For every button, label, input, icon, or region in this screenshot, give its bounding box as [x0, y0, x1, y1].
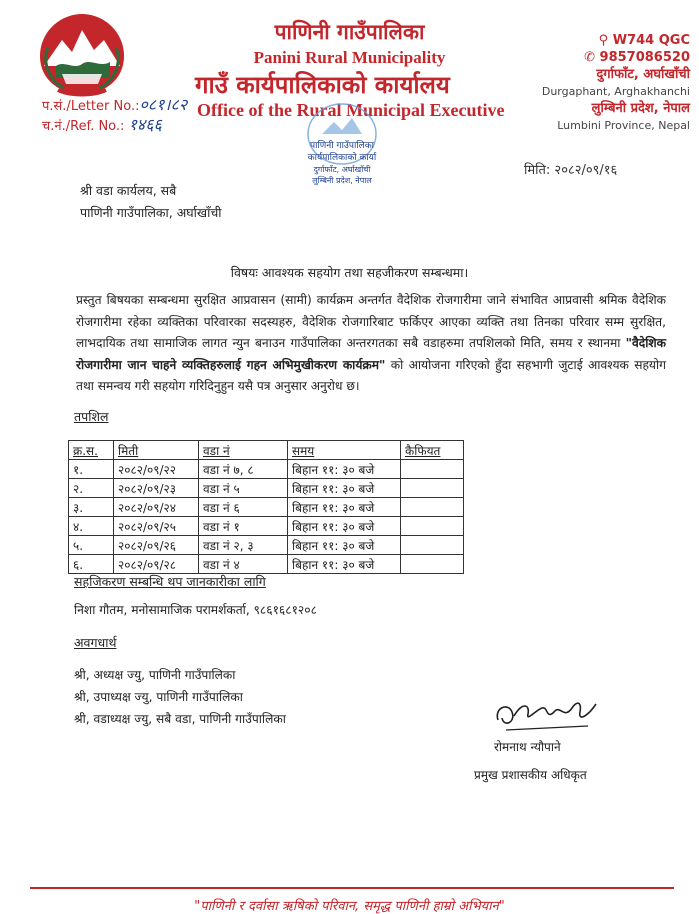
contact-block	[540, 32, 690, 134]
cell-ward: वडा नं १	[199, 517, 288, 536]
cell-date: २०८२/०९/२२	[114, 460, 199, 479]
cell-time: बिहान ११: ३० बजे	[288, 460, 401, 479]
contact-person: निशा गौतम, मनोसामाजिक परामर्शकर्ता, ९८६१६८१२०८	[74, 603, 317, 617]
cell-date: २०८२/०९/२८	[114, 555, 199, 574]
handwritten-signature	[492, 690, 602, 736]
footer-divider	[30, 887, 674, 889]
cell-date: २०८२/०९/२३	[114, 479, 199, 498]
cell-remarks	[401, 517, 464, 536]
cell-remarks	[401, 479, 464, 498]
cell-ward: वडा नं २, ३	[199, 536, 288, 555]
province-en: Lumbini Province, Nepal	[557, 119, 690, 132]
cell-serial: ३.	[69, 498, 114, 517]
office-name-np: गाउँ कार्यपालिकाको कार्यालय	[195, 71, 450, 99]
municipality-name-np: पाणिनी गाउँपालिका	[274, 20, 425, 44]
cell-serial: ५.	[69, 536, 114, 555]
cell-date: २०८२/०९/२५	[114, 517, 199, 536]
cc-line-1: श्री, अध्यक्ष ज्यु, पाणिनी गाउँपालिका	[74, 668, 236, 682]
office-name-en: Office of the Rural Municipal Executive	[197, 100, 505, 120]
body-paragraph	[76, 290, 666, 398]
cell-remarks	[401, 536, 464, 555]
cell-ward: वडा नं ४	[199, 555, 288, 574]
reference-number-label: च.नं./Ref. No.:	[42, 119, 125, 134]
location-pin-icon: ⚲	[598, 33, 609, 48]
table-row	[69, 498, 464, 517]
cell-ward: वडा नं ६	[199, 498, 288, 517]
letter-number-value: ०८१।८२	[139, 95, 188, 114]
signatory-name: रोमनाथ न्यौपाने	[494, 740, 561, 754]
svg-text:लुम्बिनी प्रदेश, नेपाल: लुम्बिनी प्रदेश, नेपाल	[312, 176, 372, 185]
footer-slogan: "पाणिनी र दर्वासा ऋषिको परिवान, समृद्ध पाणिनी हाम्रो अभियान"	[194, 899, 505, 914]
plus-code: W744 QGC	[612, 33, 690, 48]
cell-serial: ४.	[69, 517, 114, 536]
header-date: मिती	[114, 441, 199, 460]
cell-remarks	[401, 498, 464, 517]
cell-time: बिहान ११: ३० बजे	[288, 479, 401, 498]
table-row	[69, 555, 464, 574]
contact-label: सहजिकरण सम्बन्धि थप जानकारीका लागि	[74, 574, 266, 589]
address-en: Durgaphant, Arghakhanchi	[541, 85, 690, 98]
letter-number	[42, 93, 187, 115]
svg-text:पाणिनी गाउँपालिका: पाणिनी गाउँपालिका	[310, 141, 374, 151]
header-serial: क्र.स.	[69, 441, 114, 460]
subject-line: विषयः आवश्यक सहयोग तथा सहजीकरण सम्बन्धमा।	[230, 265, 469, 280]
cell-remarks	[401, 555, 464, 574]
cc-line-2: श्री, उपाध्यक्ष ज्यु, पाणिनी गाउँपालिका	[74, 690, 243, 704]
cell-serial: २.	[69, 479, 114, 498]
cell-ward: वडा नं ५	[199, 479, 288, 498]
body-text-part-2: को आयोजना गरिएको हुँदा सहभागी जुटाई आवश्यक सहयोग तथा समन्वय गरी सहयोग गरिदिनुहुन यसै पत्र अनुसार अनुरोध छ।	[76, 357, 666, 393]
cell-serial: ६.	[69, 555, 114, 574]
header-ward: वडा नं	[199, 441, 288, 460]
cell-time: बिहान ११: ३० बजे	[288, 555, 401, 574]
table-row	[69, 517, 464, 536]
schedule-label: तपशिल	[74, 409, 109, 424]
cell-ward: वडा नं ७, ८	[199, 460, 288, 479]
cell-time: बिहान ११: ३० बजे	[288, 536, 401, 555]
reference-number	[42, 113, 162, 135]
svg-text:दुर्गाफाँट, अर्घाखाँची: दुर्गाफाँट, अर्घाखाँची	[313, 165, 371, 174]
address-np: दुर्गाफाँट, अर्घाखाँची	[596, 67, 690, 82]
letter-date: मिति: २०८२/०९/१६	[524, 163, 618, 178]
reference-number-value: १४६६	[128, 115, 162, 134]
schedule-table	[68, 440, 464, 574]
cell-time: बिहान ११: ३० बजे	[288, 517, 401, 536]
phone-icon: ✆	[584, 50, 595, 65]
table-row	[69, 479, 464, 498]
phone-number: 9857086520	[599, 50, 690, 65]
signatory-title: प्रमुख प्रशासकीय अधिकृत	[474, 768, 587, 782]
cell-serial: १.	[69, 460, 114, 479]
program-name: "वैदेशिक रोजगारीमा जान चाहने व्यक्तिहरुलाई गहन अभिमुखीकरण कार्यक्रम"	[76, 336, 667, 372]
recipient-line-1: श्री वडा कार्यलय, सबै	[80, 183, 177, 198]
province-np: लुम्बिनी प्रदेश, नेपाल	[591, 101, 690, 116]
cc-label: अवगधार्थ	[74, 635, 117, 650]
recipient-line-2: पाणिनी गाउँपालिका, अर्घाखाँची	[80, 205, 222, 220]
cell-date: २०८२/०९/२६	[114, 536, 199, 555]
letter-number-label: प.सं./Letter No.:	[42, 99, 140, 114]
table-header-row	[69, 441, 464, 460]
header-remarks: कैफियत	[401, 441, 464, 460]
office-stamp	[262, 100, 412, 196]
header-time: समय	[288, 441, 401, 460]
cell-time: बिहान ११: ३० बजे	[288, 498, 401, 517]
municipality-name-en: Panini Rural Municipality	[253, 48, 446, 67]
cell-date: २०८२/०९/२४	[114, 498, 199, 517]
cell-remarks	[401, 460, 464, 479]
body-text-part-1: प्रस्तुत बिषयका सम्बन्धमा सुरक्षित आप्रवासन (सामी) कार्यक्रम अन्तर्गत वैदेशिक रोजगारीमा जाने संभावित आप्रवासी श्रमिक वैदेशिक रोजगारीमा रहेका व्यक्तिका परिवारका सदस्यहरु, वैदेशिक रोजगारिबाट फर्किएर आएका व्यक्ति तथा तिनका परिवार सम्म सुरक्षित, लाभदायिक तथा सामाजिक लागत न्युन बनाउन गाउँपालिका अन्तरगतका सबै वडाहरुमा तपशिलको मिति, समय र स्थानमा	[76, 293, 666, 350]
cc-line-3: श्री, वडाध्यक्ष ज्यु, सबै वडा, पाणिनी गाउँपालिका	[74, 712, 286, 726]
table-row	[69, 536, 464, 555]
svg-text:कार्यपालिकाको कार्या: कार्यपालिकाको कार्या	[307, 153, 377, 163]
table-row	[69, 460, 464, 479]
